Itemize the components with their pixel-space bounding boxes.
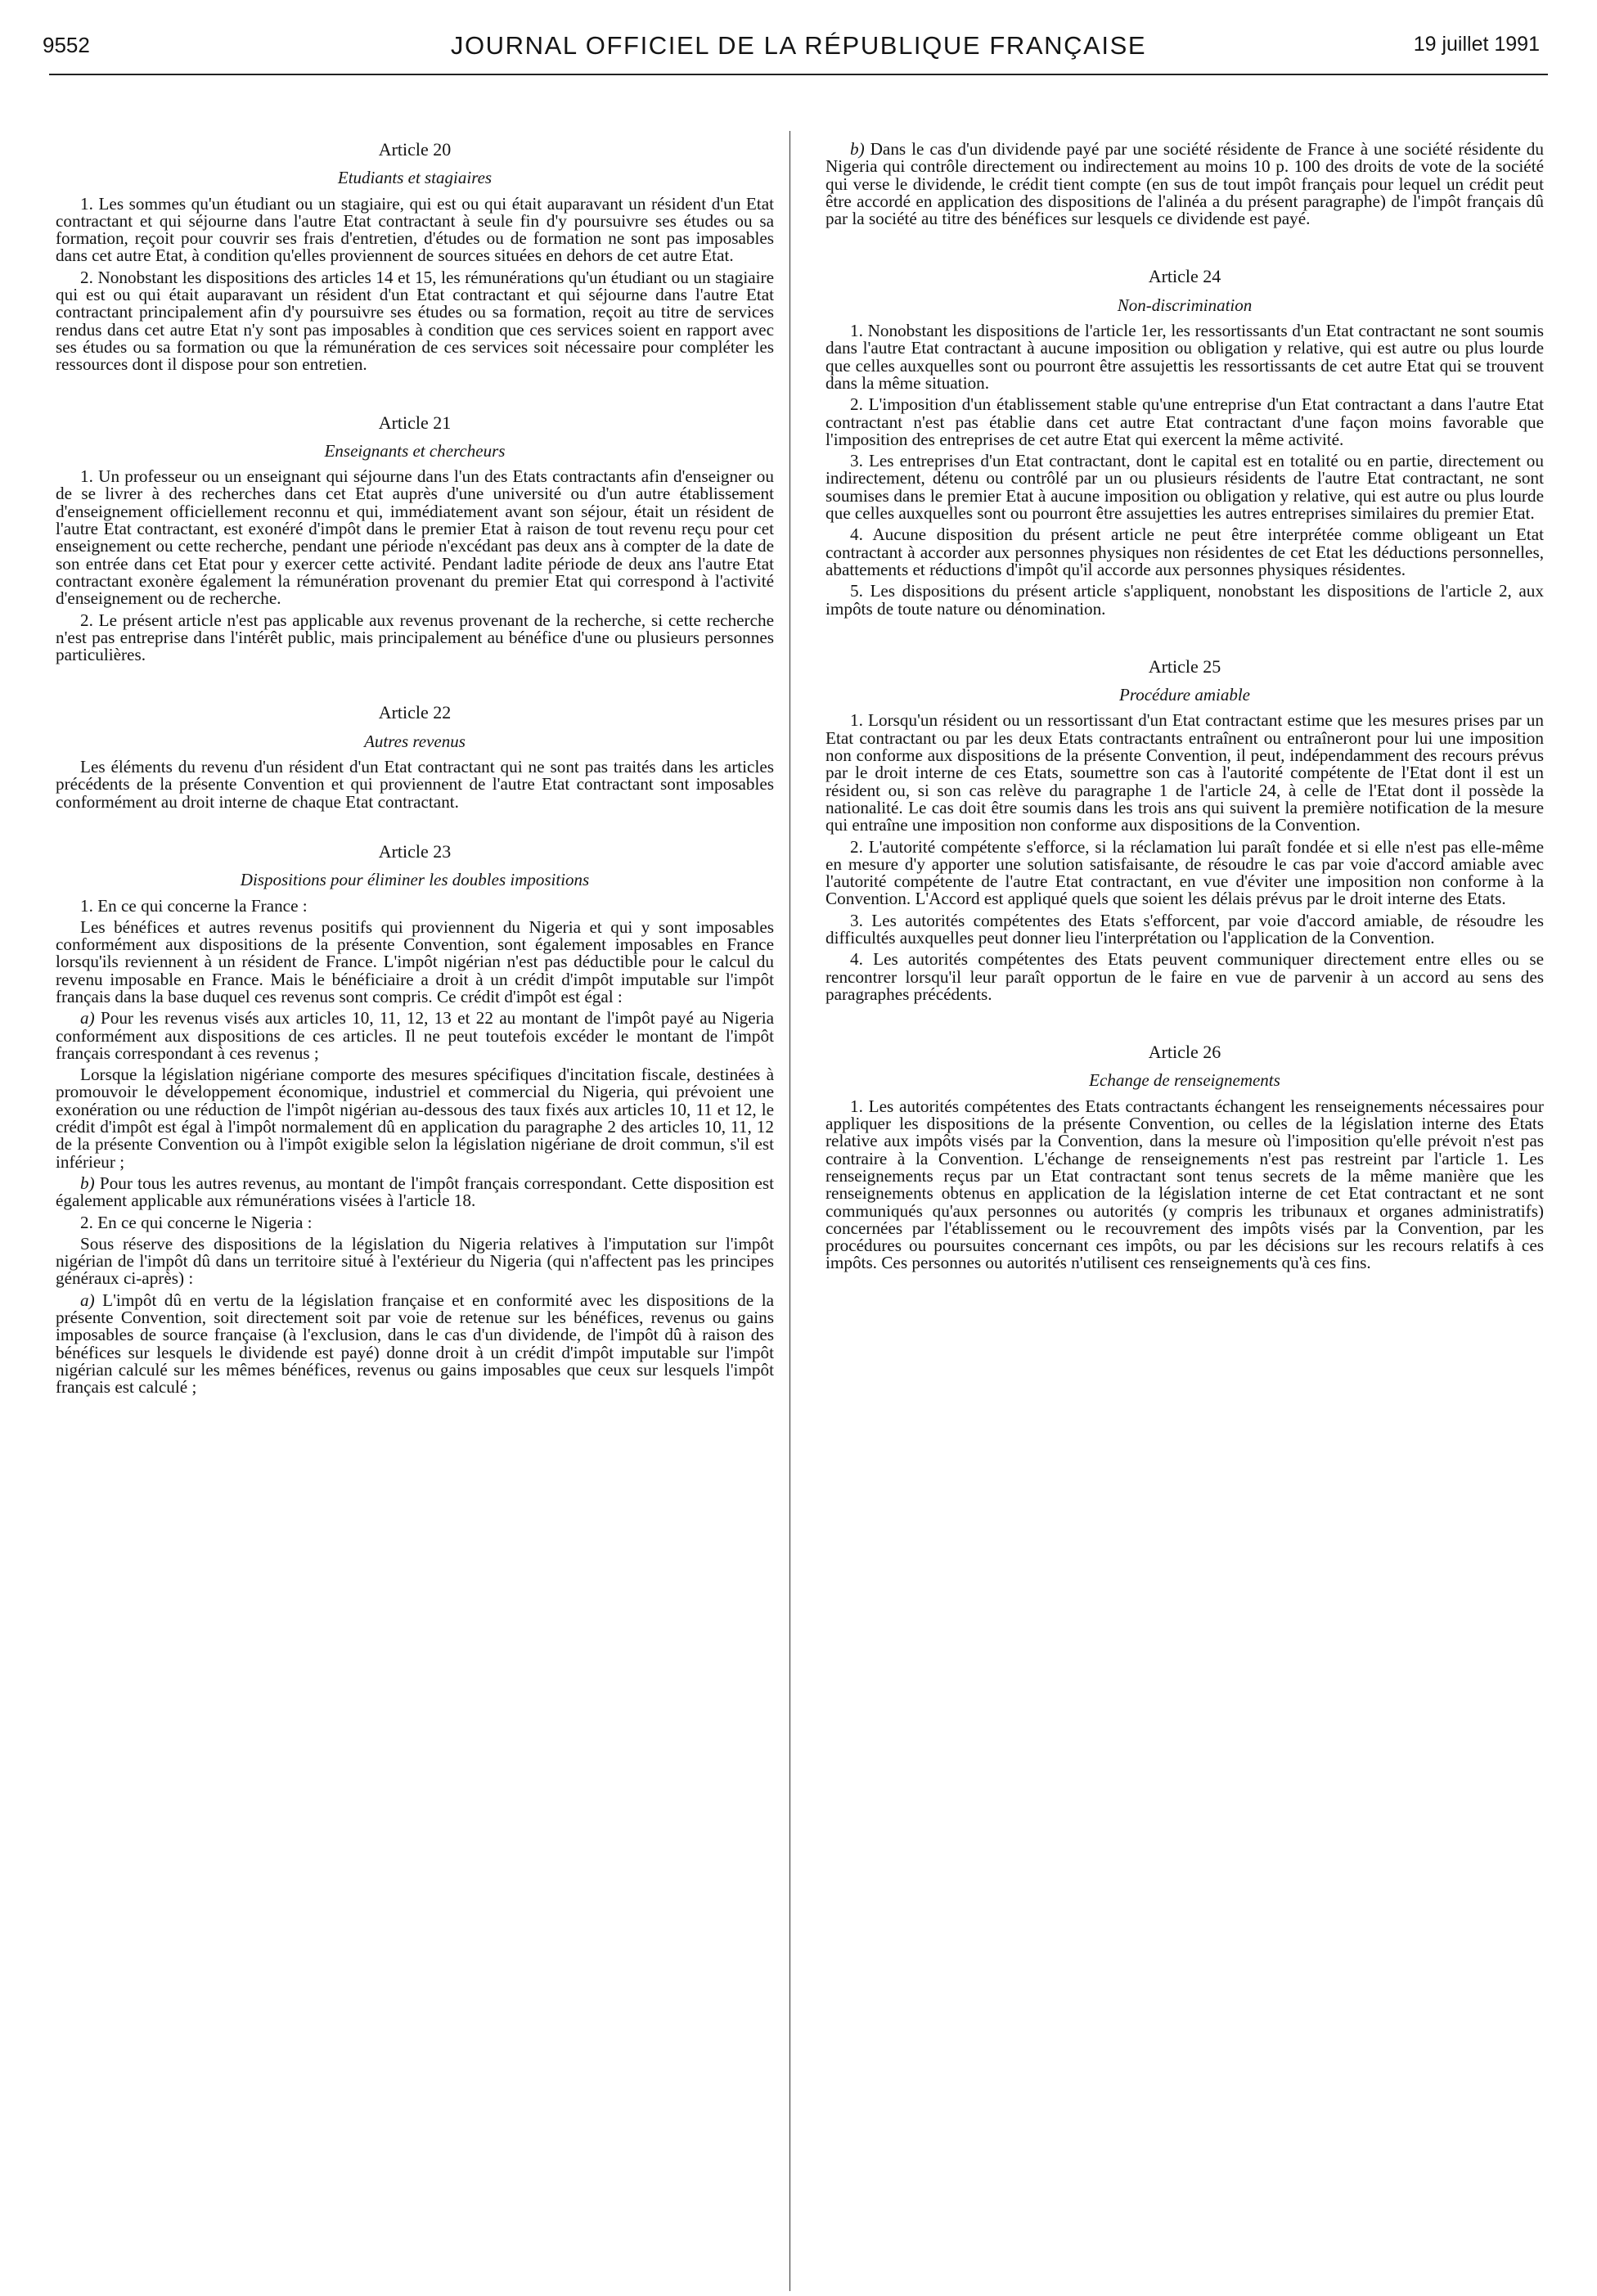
article-24-paragraph-3: 3. Les entreprises d'un Etat contractant, dont le capital est en totalité ou en partie, directement ou indirectement, détenu ou contrôlé par un ou plusieurs résidents de l'autre Etat contractant, ne sont soumises dans le premier Etat à aucune imposition ou obligation y relative, qui est autre ou plus lourde que celles auxquelles sont ou pourront être assujetties les autres entreprises similaires du premier Etat. — [825, 451, 1544, 524]
item-text: Pour tous les autres revenus, au montant de l'impôt français correspondant. Cette disposition est également applicable aux rémunérations visées à l'article 18. — [56, 1173, 774, 1211]
article-23-title: Dispositions pour éliminer les doubles impositions — [240, 870, 590, 890]
header-rule — [49, 74, 1548, 75]
issue-date: 19 juillet 1991 — [1413, 33, 1540, 56]
article-24-paragraph-2: 2. L'imposition d'un établissement stable qu'une entreprise d'un Etat contractant a dans l'autre Etat contractant n'est pas établie dans cet autre Etat contractant d'une façon moins favorable que l'imposition des entreprises de cet autre Etat qui exercent la même activité. — [825, 394, 1544, 449]
article-22-paragraph-1: Les éléments du revenu d'un résident d'un Etat contractant qui ne sont pas traités dans les articles précédents de la présente Convention et qui proviennent de l'autre Etat contractant sont imposables conformément au droit interne de chaque Etat contractant. — [56, 757, 774, 812]
article-21-paragraph-2: 2. Le présent article n'est pas applicable aux revenus provenant de la recherche, si cette recherche n'est pas entreprise dans l'intérêt public, mais principalement au bénéfice d'une ou plusieurs personnes particulières. — [56, 610, 774, 665]
article-20-paragraph-1: 1. Les sommes qu'un étudiant ou un stagiaire, qui est ou qui était auparavant un résident d'un Etat contractant et qui séjourne dans l'autre Etat contractant à seule fin d'y poursuivre ses études ou sa formation, reçoit pour couvrir ses frais d'entretien, d'études ou de formation ne sont pas imposables dans cet autre Etat, à condition qu'elles proviennent de sources situées en dehors de cet autre Etat. — [56, 193, 774, 266]
item-text: L'impôt dû en vertu de la législation française et en conformité avec les dispositions de la présente Convention, soit directement soit par voie de retenue sur les bénéfices, revenus ou gains imposables de source française (à l'exclusion, dans le cas d'un dividende, de l'impôt dû à raison des bénéfices sur lesquels le dividende est payé) donne droit à un crédit d'impôt imputable sur l'impôt nigérian calculé sur les mêmes bénéfices, revenus ou gains imposables que ceux sur lesquels l'impôt français est calculé ; — [56, 1290, 774, 1398]
article-23-paragraph-8 — [56, 1292, 774, 1397]
article-26-title: Echange de renseignements — [1089, 1070, 1280, 1091]
article-24-paragraph-4: 4. Aucune disposition du présent article ne peut être interprétée comme obligeant un Etat contractant à accorder aux personnes physiques non résidentes de cet Etat les déductions personnelles, abattements et réductions d'impôt qu'il accorde aux personnes physiques résidentes. — [825, 524, 1544, 579]
item-label: b) — [80, 1173, 95, 1193]
article-23-continuation — [825, 141, 1544, 227]
item-text: Dans le cas d'un dividende payé par une société résidente de France à une société résidente du Nigeria qui contrôle directement ou indirectement au moins 10 p. 100 des droits de vote de la société qui verse le dividende, le crédit tient compte (en sus de tout impôt français pour lequel un crédit peut être accordé en application des dispositions de l'alinéa a du présent paragraphe) de l'impôt français dû par la société au titre des bénéfices sur lesquels ce dividende est payé. — [825, 139, 1544, 229]
item-label: b) — [850, 139, 865, 159]
article-23-paragraph-3 — [56, 1010, 774, 1062]
article-23-paragraph-4: Lorsque la législation nigériane comporte des mesures spécifiques d'incitation fiscale, destinées à promouvoir le développement économique, industriel et commercial du Nigeria, qui prévoient une exonération ou une réduction de l'impôt nigérian au-dessous des taux fixés aux articles 10, 11 et 12, le crédit d'impôt est égal à l'impôt normalement dû en application du paragraphe 2 des articles 10, 11, 12 de la présente Convention ou à l'impôt exigible selon la législation nigériane de droit commun, s'il est inférieur ; — [56, 1065, 774, 1172]
article-25-paragraph-2: 2. L'autorité compétente s'efforce, si la réclamation lui paraît fondée et si elle n'est pas elle-même en mesure d'y apporter une solution satisfaisante, de résoudre le cas par voie d'accord amiable avec l'autorité compétente de l'autre Etat contractant, en vue d'éviter une imposition non conforme à la Convention. L'Accord est appliqué quels que soient les délais prévus par le droit interne des Etats. — [825, 836, 1544, 909]
item-label: a) — [80, 1008, 95, 1029]
item-text: Pour les revenus visés aux articles 10, 11, 12, 13 et 22 au montant de l'impôt payé au Nigeria conformément aux dispositions de ces articles. Il ne peut toutefois excéder le montant de l'impôt français correspondant à ces revenus ; — [56, 1008, 774, 1063]
article-20-heading: Article 20 — [378, 139, 452, 160]
article-21-title: Enseignants et chercheurs — [324, 440, 506, 461]
page-header — [0, 31, 1597, 72]
article-20-title: Etudiants et stagiaires — [337, 168, 493, 188]
article-25-paragraph-1: 1. Lorsqu'un résident ou un ressortissant d'un Etat contractant estime que les mesures prises par un Etat contractant ou par les deux Etats contractants entraînent ou entraîneront pour lui une imposition non conforme aux dispositions de la présente Convention, il peut, indépendamment des recours prévus par le droit interne de ces Etats, soumettre son cas à l'autorité compétente de l'Etat dont il est un résident ou, si son cas relève du paragraphe 1 de l'article 24, à celle de l'Etat dont il possède la nationalité. Le cas doit être soumis dans les trois ans qui suivent la première notification de la mesure qui entraîne une imposition non conforme aux dispositions de la Convention. — [825, 710, 1544, 835]
right-column — [825, 141, 1544, 1272]
article-20-paragraph-2: 2. Nonobstant les dispositions des articles 14 et 15, les rémunérations qu'un étudiant ou un stagiaire qui est ou qui était auparavant un résident d'un Etat contractant et qui séjourne dans l'autre Etat contractant principalement afin d'y poursuivre ses études ou sa formation, reçoit au titre de services rendus dans cet autre Etat n'y sont pas imposables à condition que ces services soient en rapport avec ses études ou sa formation ou que la rémunération de ces services soit nécessaire pour compléter les ressources dont il dispose pour son entretien. — [56, 267, 774, 375]
article-26-paragraph-1: 1. Les autorités compétentes des Etats contractants échangent les renseignements nécessaires pour appliquer les dispositions de la présente Convention, ou celles de la législation interne des Etats relative aux impôts visés par la Convention, dans la mesure où l'imposition qu'elle prévoit n'est pas contraire à la Convention. L'échange de renseignements n'est pas restreint par l'article 1. Les renseignements reçus par un Etat contractant sont tenus secrets de la même manière que les renseignements obtenus en application de la législation interne de cet Etat contractant et ne sont communiqués qu'aux personnes ou autorités (y compris les tribunaux et organes administratifs) concernées par l'établissement ou le recouvrement des impôts visés par la Convention, par les procédures ou poursuites concernant ces impôts, ou par les décisions sur les recours relatifs à ces impôts. Ces personnes ou autorités n'utilisent ces renseignements qu'à ces fins. — [825, 1096, 1544, 1273]
article-23-heading: Article 23 — [378, 840, 452, 862]
article-22-title: Autres revenus — [364, 731, 466, 751]
article-21-paragraph-1: 1. Un professeur ou un enseignant qui séjourne dans l'un des Etats contractants afin d'enseigner ou de se livrer à des recherches dans cet Etat auprès d'une université ou d'un autre établissement d'enseignement officiellement reconnu et qui, immédiatement avant son séjour, était un résident de l'autre Etat contractant, est exonéré d'impôt dans le premier Etat à raison de tout revenu reçu pour cet enseignement ou cette recherche, pendant une période n'excédant pas deux ans à compter de la date de son entrée dans cet Etat pour y exercer cette activité. Pendant ladite période de deux ans l'autre Etat contractant exonère également la rémunération provenant du premier Etat qui correspond à l'activité d'enseignement ou de recherche. — [56, 466, 774, 609]
article-25-paragraph-3: 3. Les autorités compétentes des Etats s'efforcent, par voie d'accord amiable, de résoudre les difficultés auxquelles peut donner lieu l'interprétation ou l'application de la Convention. — [825, 910, 1544, 948]
article-25-title: Procédure amiable — [1119, 685, 1250, 705]
article-23-paragraph-2: Les bénéfices et autres revenus positifs qui proviennent du Nigeria et qui y sont imposables conformément aux dispositions de la présente Convention, sont également imposables en France lorsqu'ils reviennent à un résident de France. L'impôt nigérian n'est pas déductible pour le calcul du revenu imposable en France. Mais le bénéficiaire a droit à un crédit d'impôt imputable sur l'impôt français dans la base duquel ces revenus sont compris. Ce crédit d'impôt est égal : — [56, 916, 774, 1006]
article-24-heading: Article 24 — [1148, 266, 1221, 287]
article-21-heading: Article 21 — [378, 412, 452, 433]
article-23-paragraph-6: 2. En ce qui concerne le Nigeria : — [80, 1212, 313, 1232]
article-24-paragraph-1: 1. Nonobstant les dispositions de l'article 1er, les ressortissants d'un Etat contractant ne sont soumis dans l'autre Etat contractant à aucune imposition ou obligation y relative, qui est autre ou plus lourde que celles auxquelles sont ou pourront être assujettis les ressortissants de cet autre Etat qui se trouvent dans la même situation. — [825, 321, 1544, 393]
article-24-paragraph-5: 5. Les dispositions du présent article s'appliquent, nonobstant les dispositions de l'article 2, aux impôts de toute nature ou dénomination. — [825, 581, 1544, 619]
article-23-paragraph-1: 1. En ce qui concerne la France : — [80, 895, 308, 916]
article-25-heading: Article 25 — [1148, 655, 1221, 677]
page-number: 9552 — [43, 33, 90, 57]
article-23-paragraph-5 — [56, 1175, 774, 1210]
journal-title: JOURNAL OFFICIEL DE LA RÉPUBLIQUE FRANÇAISE — [450, 31, 1147, 60]
article-22-heading: Article 22 — [378, 702, 452, 723]
left-column — [56, 141, 774, 1397]
article-23-paragraph-7: Sous réserve des dispositions de la législation du Nigeria relatives à l'imputation sur l'impôt nigérian de l'impôt dû dans un territoire situé à l'extérieur du Nigeria (qui n'affectent pas les principes généraux ci-après) : — [56, 1233, 774, 1289]
article-26-heading: Article 26 — [1148, 1042, 1221, 1063]
article-25-paragraph-4: 4. Les autorités compétentes des Etats peuvent communiquer directement entre elles ou se rencontrer lorsqu'il leur paraît opportun de le faire en vue de parvenir à un accord au sens des paragraphes précédents. — [825, 949, 1544, 1004]
item-label: a) — [80, 1290, 95, 1310]
article-24-title: Non-discrimination — [1117, 295, 1253, 315]
